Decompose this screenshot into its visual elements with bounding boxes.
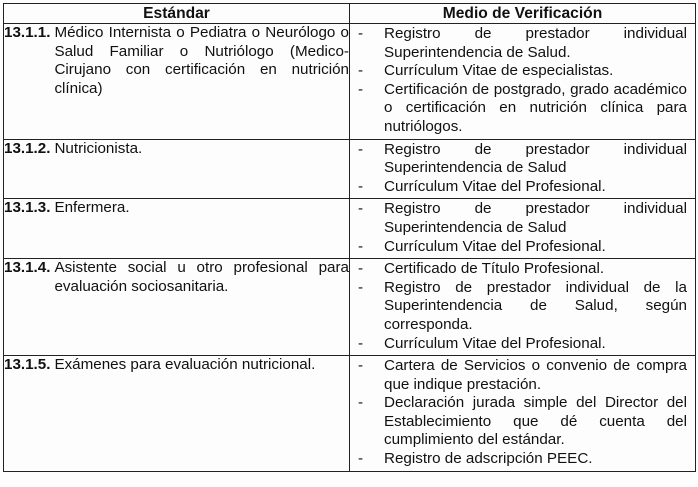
verification-item bbox=[358, 81, 687, 137]
verification-text: Registro de prestador individual Superintendencia de Salud. bbox=[384, 25, 687, 61]
verification-item bbox=[358, 450, 687, 469]
table-row bbox=[4, 199, 696, 259]
verification-cell bbox=[350, 356, 696, 472]
bullet-dash: - bbox=[358, 177, 364, 195]
bullet-dash: - bbox=[358, 200, 364, 218]
verification-text: Currículum Vitae del Profesional. bbox=[384, 237, 606, 255]
verification-item bbox=[358, 141, 687, 178]
verification-list bbox=[350, 140, 695, 199]
standard-cell bbox=[4, 356, 350, 472]
standard-code: 13.1.2. bbox=[4, 139, 51, 157]
verification-text: Certificación de postgrado, grado académico o certificación en nutrición clínica para nutriólogos. bbox=[384, 80, 687, 135]
bullet-dash: - bbox=[358, 357, 364, 375]
verification-cell bbox=[350, 24, 696, 140]
verification-item bbox=[358, 238, 687, 257]
verification-text: Currículum Vitae del Profesional. bbox=[384, 177, 606, 195]
verification-list bbox=[350, 356, 695, 471]
table-row bbox=[4, 259, 696, 356]
verification-list bbox=[350, 24, 695, 139]
bullet-dash: - bbox=[358, 450, 364, 468]
standard-code: 13.1.1. bbox=[4, 24, 51, 41]
header-medio-verificacion: Medio de Verificación bbox=[350, 4, 696, 24]
verification-text: Declaración jurada simple del Director del Establecimiento que dé cuenta del cumplimiento del estándar. bbox=[384, 394, 687, 449]
bullet-dash: - bbox=[358, 394, 364, 412]
verification-item bbox=[358, 178, 687, 197]
standard-description: Médico Internista o Pediatra o Neurólogo o Salud Familiar o Nutriólogo (Medico-Cirujano con certificación en nutrición clínica) bbox=[54, 24, 349, 97]
verification-text: Cartera de Servicios o convenio de compra que indique prestación. bbox=[384, 357, 687, 393]
bullet-dash: - bbox=[358, 237, 364, 255]
standard-cell bbox=[4, 139, 350, 199]
bullet-dash: - bbox=[358, 140, 364, 158]
bullet-dash: - bbox=[358, 334, 364, 352]
standards-table bbox=[3, 3, 696, 472]
verification-item bbox=[358, 260, 687, 279]
verification-item bbox=[358, 200, 687, 237]
standard-code: 13.1.5. bbox=[4, 356, 51, 374]
bullet-dash: - bbox=[358, 25, 364, 42]
table-row bbox=[4, 24, 696, 140]
standard-cell bbox=[4, 259, 350, 356]
table-row bbox=[4, 139, 696, 199]
verification-text: Registro de prestador individual de la Superintendencia de Salud, según corresponda. bbox=[384, 278, 687, 333]
verification-cell bbox=[350, 139, 696, 199]
standard-description: Nutricionista. bbox=[54, 139, 143, 157]
verification-item bbox=[358, 335, 687, 354]
verification-text: Currículum Vitae de especialistas. bbox=[384, 62, 614, 80]
verification-cell bbox=[350, 259, 696, 356]
verification-item bbox=[358, 25, 687, 62]
standard-description: Exámenes para evaluación nutricional. bbox=[54, 356, 316, 374]
verification-text: Registro de prestador individual Superintendencia de Salud bbox=[384, 140, 687, 177]
bullet-dash: - bbox=[358, 62, 364, 80]
bullet-dash: - bbox=[358, 278, 364, 296]
header-estandar: Estándar bbox=[4, 4, 350, 24]
standard-description: Enfermera. bbox=[54, 199, 130, 217]
table-header-row bbox=[4, 4, 696, 24]
verification-text: Registro de prestador individual Superintendencia de Salud bbox=[384, 200, 687, 236]
standard-code: 13.1.4. bbox=[4, 259, 51, 277]
verification-list bbox=[350, 199, 695, 258]
verification-cell bbox=[350, 199, 696, 259]
standard-code: 13.1.3. bbox=[4, 199, 51, 217]
verification-text: Registro de adscripción PEEC. bbox=[384, 450, 593, 468]
verification-text: Certificado de Título Profesional. bbox=[384, 260, 605, 278]
standard-description: Asistente social u otro profesional para evaluación sociosanitaria. bbox=[54, 259, 349, 295]
bullet-dash: - bbox=[358, 80, 364, 98]
verification-list bbox=[350, 259, 695, 355]
verification-item bbox=[358, 394, 687, 450]
verification-item bbox=[358, 279, 687, 335]
verification-item bbox=[358, 62, 687, 81]
verification-text: Currículum Vitae del Profesional. bbox=[384, 334, 606, 352]
bullet-dash: - bbox=[358, 260, 364, 278]
standard-cell bbox=[4, 199, 350, 259]
standard-cell bbox=[4, 24, 350, 140]
verification-item bbox=[358, 357, 687, 394]
table-row bbox=[4, 356, 696, 472]
